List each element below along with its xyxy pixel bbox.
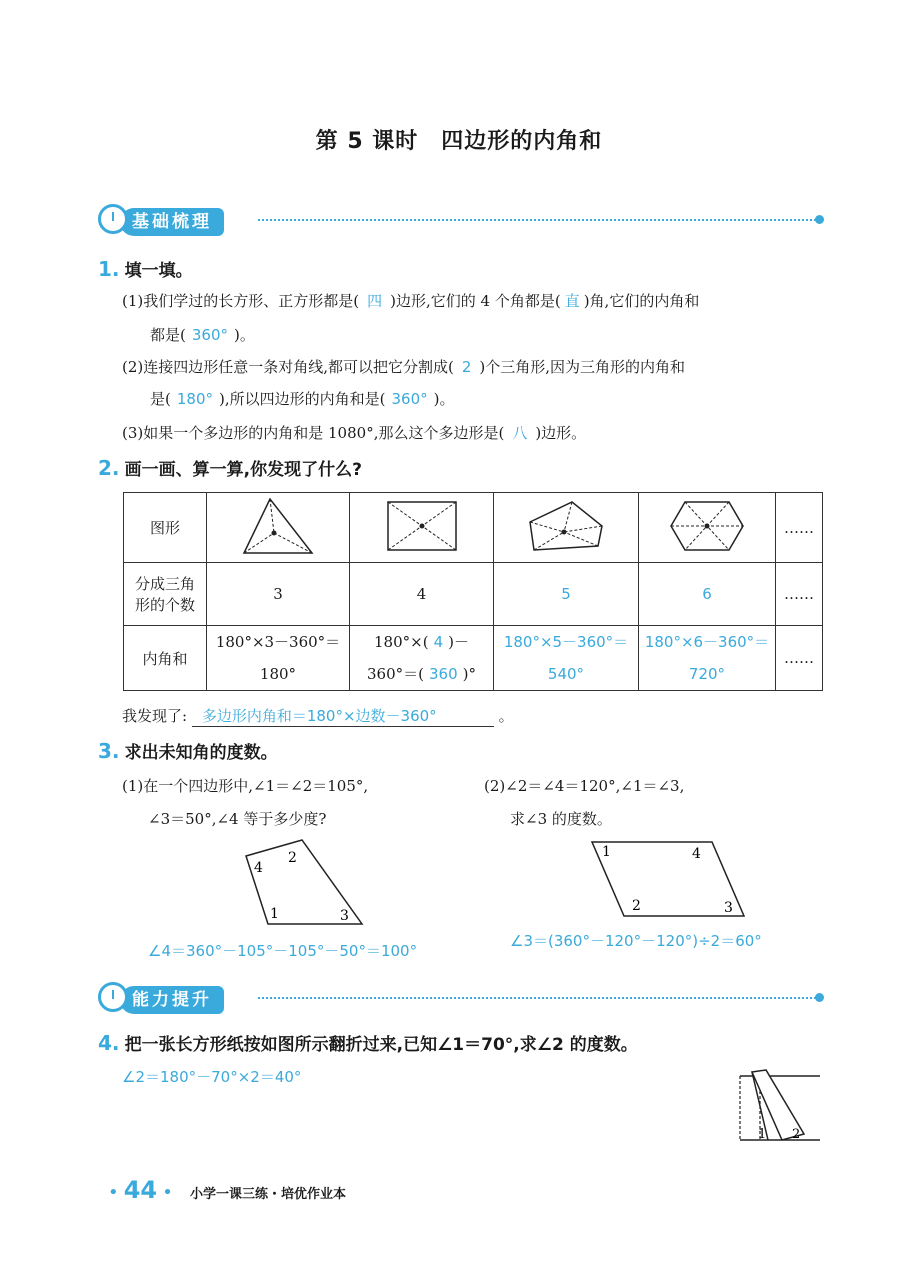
answer: 四 <box>367 292 383 310</box>
q2-finding: 我发现了: 多边形内角和＝180°×边数－360° 。 <box>122 707 514 725</box>
answer: 360° <box>391 390 428 408</box>
q3-part2-line2: 求∠3 的度数。 <box>510 810 612 828</box>
angle-label: 1 <box>602 844 611 860</box>
section-banner-advanced <box>98 982 820 1014</box>
section-banner-basic <box>98 204 820 236</box>
parallelogram-figure <box>588 838 748 920</box>
answer: 直 <box>564 292 580 310</box>
sum-cell: 180°×( 4 )－ 360°＝( 360 )° <box>350 626 494 691</box>
shape-hexagon-cell <box>639 493 776 563</box>
section-title-basic: 基础梳理 <box>120 208 224 236</box>
section-title-advanced: 能力提升 <box>120 986 224 1014</box>
row-label: 分成三角 形的个数 <box>124 563 207 626</box>
q1-part2-line1: (2)连接四边形任意一条对角线,都可以把它分割成( 2 )个三角形,因为三角形的内角和 <box>122 358 686 376</box>
table-row <box>124 626 823 691</box>
footer: • 44 • 小学一课三练・培优作业本 <box>108 1176 346 1204</box>
count-cell: 3 <box>207 563 350 626</box>
clock-icon <box>98 982 128 1012</box>
table-row <box>124 493 823 563</box>
angle-label: 2 <box>632 898 641 914</box>
angle-label: 1 <box>270 906 279 922</box>
dotted-divider <box>258 219 820 221</box>
hexagon-figure <box>667 498 747 554</box>
q3-answer-2: ∠3＝(360°－120°－120°)÷2＝60° <box>510 932 762 950</box>
pentagon-figure <box>526 498 606 554</box>
rectangle-figure <box>384 498 460 554</box>
triangle-figure <box>238 495 318 557</box>
angle-label: 2 <box>792 1127 801 1142</box>
question-number: 1. <box>98 257 120 281</box>
question-prompt: 把一张长方形纸按如图所示翻折过来,已知∠1＝70°,求∠2 的度数。 <box>124 1035 638 1055</box>
q1-part3: (3)如果一个多边形的内角和是 1080°,那么这个多边形是( 八 )边形。 <box>122 424 587 442</box>
finding-answer: 多边形内角和＝180°×边数－360° <box>192 705 494 727</box>
answer: 八 <box>512 424 528 442</box>
q4-answer: ∠2＝180°－70°×2＝40° <box>122 1068 302 1086</box>
q3-part1-line1: (1)在一个四边形中,∠1＝∠2＝105°, <box>122 777 369 795</box>
question-prompt: 画一画、算一算,你发现了什么? <box>124 460 362 480</box>
row-label: 图形 <box>124 493 207 563</box>
question-prompt: 填一填。 <box>124 261 193 281</box>
question-prompt: 求出未知角的度数。 <box>124 743 278 763</box>
question-2 <box>98 455 362 480</box>
book-title: 小学一课三练・培优作业本 <box>189 1187 346 1202</box>
count-cell: 4 <box>350 563 494 626</box>
q1-part1-line1: (1)我们学过的长方形、正方形都是( 四 )边形,它们的 4 个角都是( 直 )角,它们的内角和 <box>122 292 700 310</box>
angle-label: 3 <box>340 908 349 924</box>
page-title: 第 5 课时 四边形的内角和 <box>315 129 603 154</box>
sum-cell-answer: 180°×6－360°＝ 720° <box>639 626 776 691</box>
sum-cell: 180°×3－360°＝ 180° <box>207 626 350 691</box>
ellipsis-cell: …… <box>776 626 823 691</box>
answer: 2 <box>461 358 472 376</box>
divider-end-dot <box>815 215 824 224</box>
q1-part1-line2: 都是( 360° )。 <box>150 326 255 344</box>
page-number: 44 <box>123 1176 158 1204</box>
count-cell-answer: 6 <box>639 563 776 626</box>
angle-label: 3 <box>724 900 733 916</box>
angle-label: 4 <box>692 846 701 862</box>
row-label: 内角和 <box>124 626 207 691</box>
divider-end-dot <box>815 993 824 1002</box>
sum-cell-answer: 180°×5－360°＝ 540° <box>494 626 639 691</box>
angle-label: 2 <box>288 850 297 866</box>
shape-triangle-cell <box>207 493 350 563</box>
clock-icon <box>98 204 128 234</box>
polygon-table <box>123 492 823 691</box>
shape-rectangle-cell <box>350 493 494 563</box>
question-1 <box>98 256 193 281</box>
dotted-divider <box>258 997 820 999</box>
question-number: 2. <box>98 456 120 480</box>
question-4 <box>98 1030 638 1055</box>
angle-label: 4 <box>254 860 263 876</box>
ellipsis-cell: …… <box>776 493 823 563</box>
q3-part1-line2: ∠3＝50°,∠4 等于多少度? <box>148 810 327 828</box>
answer: 360° <box>191 326 228 344</box>
q3-part2-line1: (2)∠2＝∠4＝120°,∠1＝∠3, <box>484 777 685 795</box>
angle-label: 1 <box>758 1127 767 1142</box>
table-row <box>124 563 823 626</box>
quadrilateral-figure <box>240 836 370 930</box>
q3-answer-1: ∠4＝360°－105°－105°－50°＝100° <box>148 942 418 960</box>
question-number: 3. <box>98 739 120 763</box>
folded-paper-figure <box>738 1068 822 1142</box>
answer: 180° <box>176 390 213 408</box>
ellipsis-cell: …… <box>776 563 823 626</box>
q1-part2-line2: 是( 180° ),所以四边形的内角和是( 360° )。 <box>150 390 455 408</box>
count-cell-answer: 5 <box>494 563 639 626</box>
question-3 <box>98 738 278 763</box>
shape-pentagon-cell <box>494 493 639 563</box>
question-number: 4. <box>98 1031 120 1055</box>
